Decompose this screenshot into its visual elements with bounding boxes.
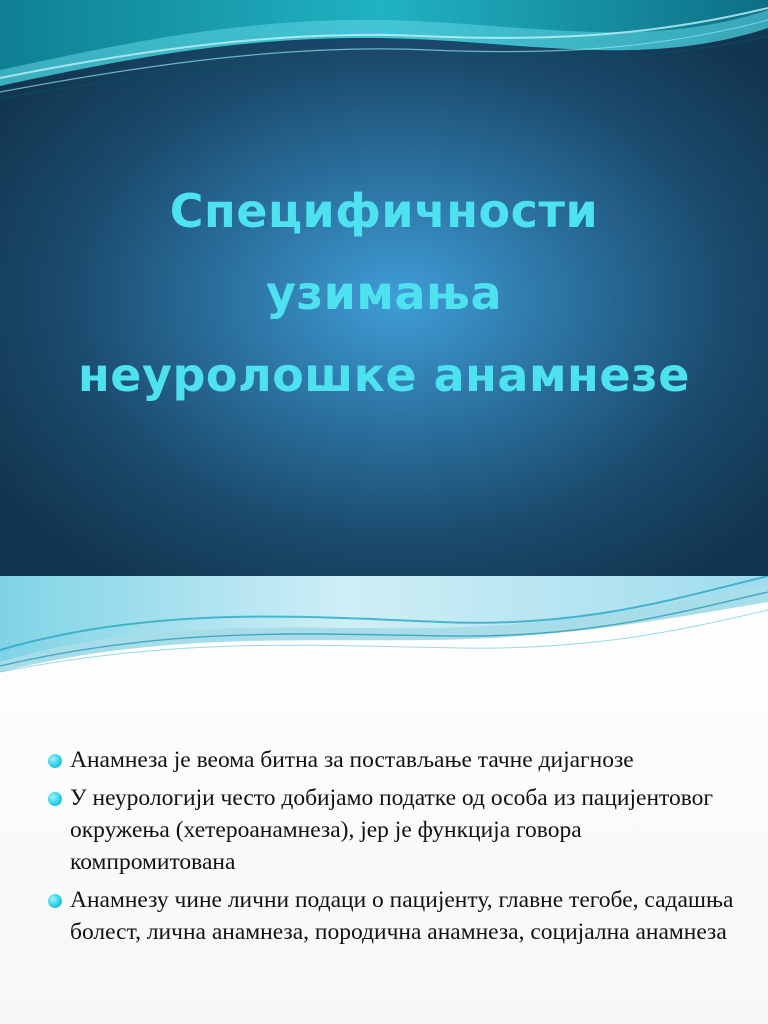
list-item <box>48 744 748 776</box>
bullet-dot-icon <box>48 894 62 908</box>
content-wave-decoration <box>0 576 768 676</box>
list-item <box>48 884 748 948</box>
bullet-text: У неурологији често добијамо податке од особа из пацијентовог окружења (хетероанамнеза), јер је функција говора компромитована <box>70 785 714 875</box>
bullet-dot-icon <box>48 754 62 768</box>
content-slide <box>0 576 768 1024</box>
slide-title <box>0 170 768 416</box>
title-line-3: неуролошке анамнезе <box>78 348 690 402</box>
bullet-text: Анамнезу чине лични подаци о пацијенту, главне тегобе, садашња болест, лична анамнеза, породична анамнеза, социјална анамнеза <box>70 887 734 945</box>
title-line-1: Специфичности <box>169 184 599 238</box>
title-line-2: узимања <box>265 266 503 320</box>
bullet-dot-icon <box>48 792 62 806</box>
list-item <box>48 782 748 878</box>
header-wave-decoration <box>0 0 768 110</box>
bullet-text: Анамнеза је веома битна за постављање тачне дијагнозе <box>70 747 634 773</box>
bullet-list <box>48 744 748 954</box>
